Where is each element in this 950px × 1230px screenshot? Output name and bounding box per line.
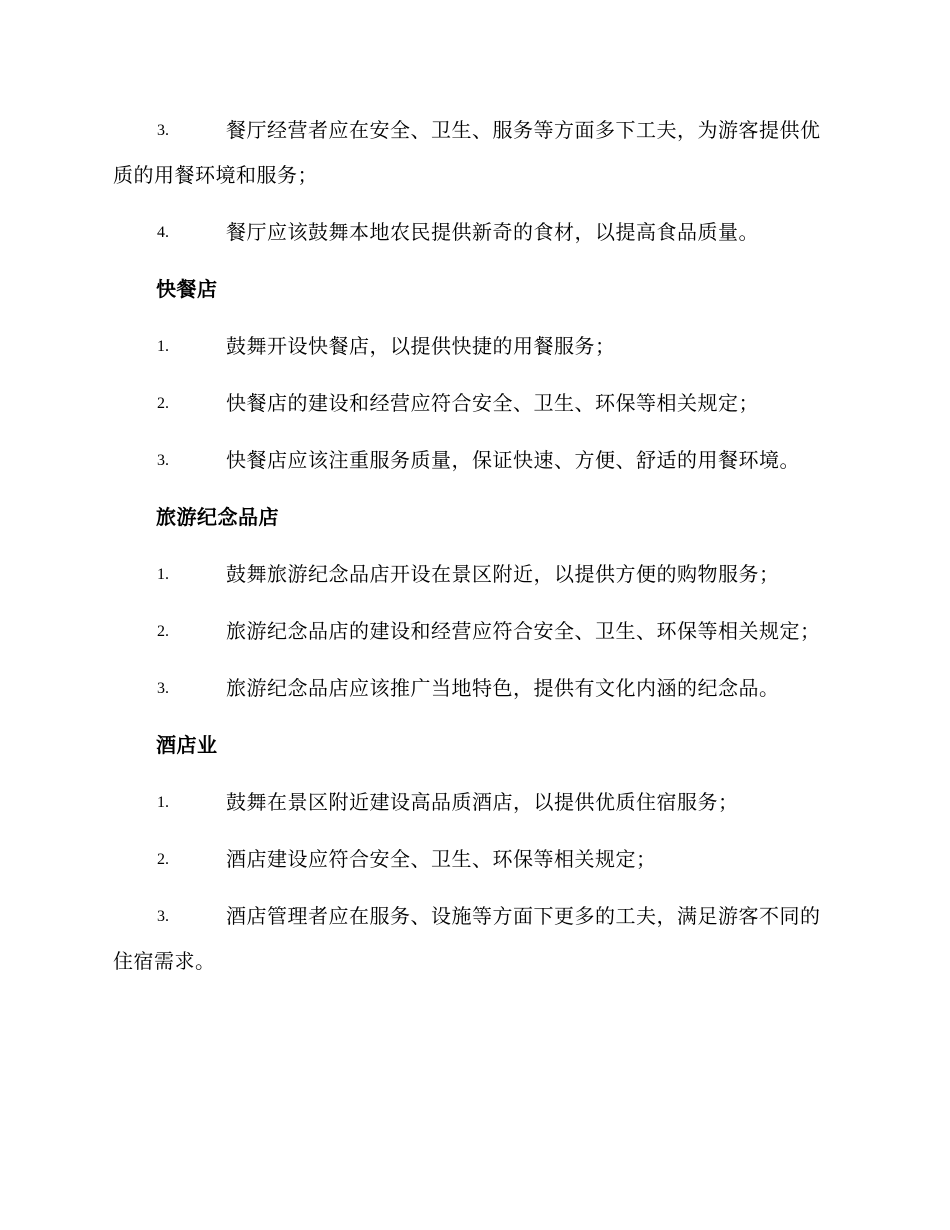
item-text: 快餐店应该注重服务质量，保证快速、方便、舒适的用餐环境。 (226, 448, 800, 472)
item-number: 2. (157, 851, 169, 868)
list-item (113, 324, 835, 369)
section-heading-souvenir-shop: 旅游纪念品店 (156, 505, 279, 529)
list-item (113, 666, 835, 711)
item-text: 旅游纪念品店应该推广当地特色，提供有文化内涵的纪念品。 (226, 676, 780, 700)
item-number: 2. (157, 395, 169, 412)
list-item (113, 837, 835, 882)
item-number: 1. (157, 794, 169, 811)
list-item (113, 552, 835, 597)
item-number: 3. (157, 908, 169, 925)
document-body (113, 108, 835, 996)
list-item (113, 894, 835, 984)
item-number: 2. (157, 623, 169, 640)
list-item (113, 609, 835, 654)
item-text: 快餐店的建设和经营应符合安全、卫生、环保等相关规定； (226, 391, 759, 415)
item-text: 鼓舞旅游纪念品店开设在景区附近，以提供方便的购物服务； (226, 562, 780, 586)
item-number: 1. (157, 566, 169, 583)
item-number: 4. (157, 224, 169, 241)
section-heading-fast-food: 快餐店 (156, 277, 218, 301)
item-text: 餐厅应该鼓舞本地农民提供新奇的食材，以提高食品质量。 (226, 220, 759, 244)
item-number: 1. (157, 338, 169, 355)
item-text: 鼓舞在景区附近建设高品质酒店，以提供优质住宿服务； (226, 790, 739, 814)
list-item (113, 210, 835, 255)
list-item (113, 438, 835, 483)
item-text: 旅游纪念品店的建设和经营应符合安全、卫生、环保等相关规定； (226, 619, 821, 643)
item-number: 3. (157, 452, 169, 469)
list-item (113, 780, 835, 825)
list-item (113, 108, 835, 198)
item-text: 酒店管理者应在服务、设施等方面下更多的工夫，满足游客不同的住宿需求。 (113, 904, 821, 973)
list-item (113, 381, 835, 426)
item-number: 3. (157, 122, 169, 139)
item-text: 餐厅经营者应在安全、卫生、服务等方面多下工夫，为游客提供优质的用餐环境和服务； (113, 118, 821, 187)
item-text: 鼓舞开设快餐店，以提供快捷的用餐服务； (226, 334, 616, 358)
section-heading-hotel: 酒店业 (156, 733, 218, 757)
item-number: 3. (157, 680, 169, 697)
item-text: 酒店建设应符合安全、卫生、环保等相关规定； (226, 847, 657, 871)
